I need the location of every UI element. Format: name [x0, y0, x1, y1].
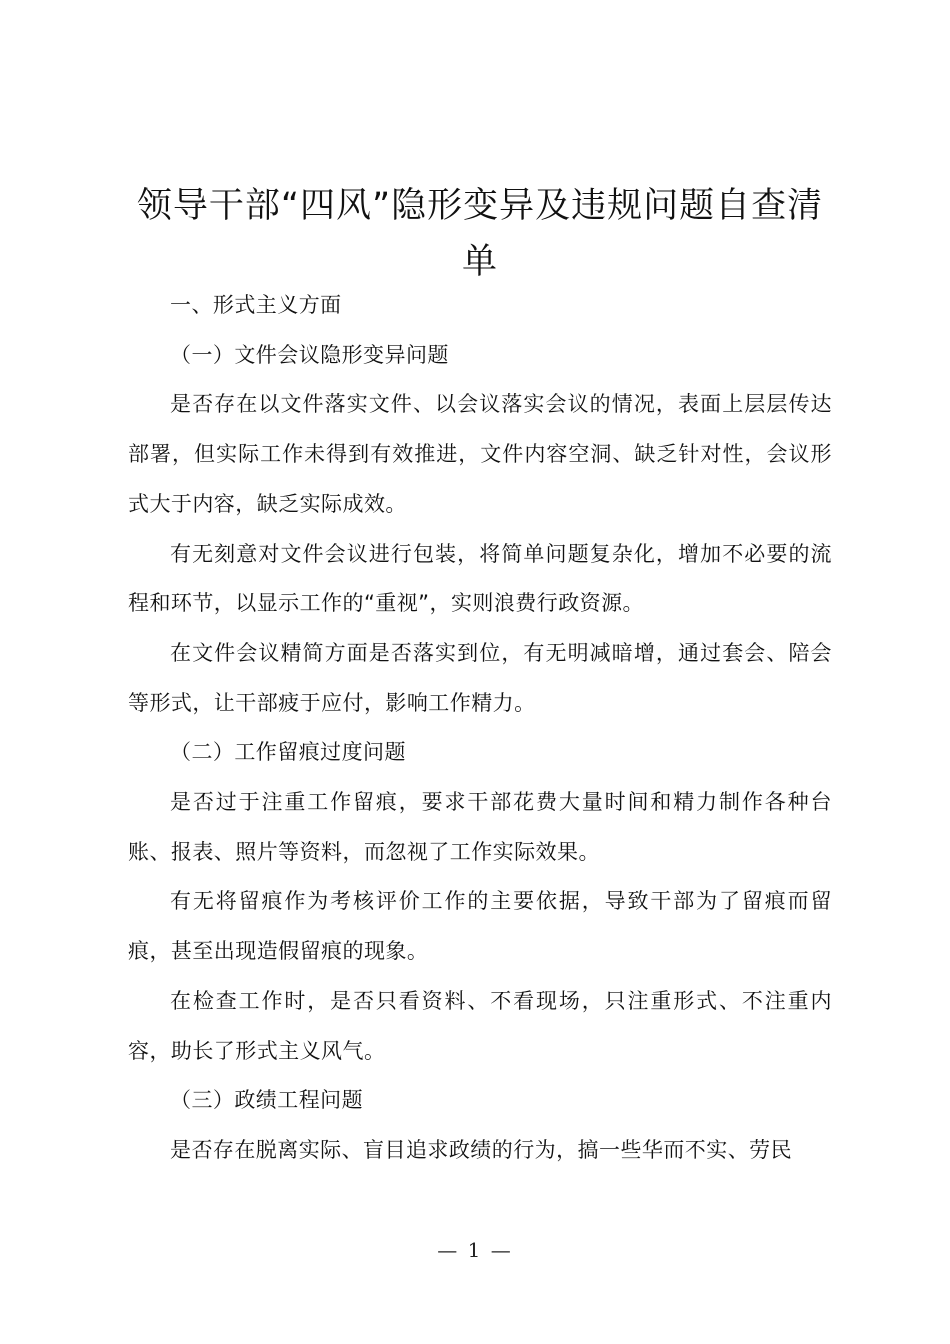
subsection-heading: （三）政绩工程问题 — [170, 1088, 364, 1113]
section-heading: 一、形式主义方面 — [170, 293, 342, 317]
body-paragraph: 在检查工作时，是否只看资料、不看现场，只注重形式、不注重内容，助长了形式主义风气。 — [128, 988, 832, 1063]
subsection-heading: （一）文件会议隐形变异问题 — [170, 342, 449, 367]
page-number: — 1 — — [437, 1238, 513, 1262]
body-paragraph: 在文件会议精简方面是否落实到位，有无明减暗增，通过套会、陪会等形式，让干部疲于应付，影响工作精力。 — [128, 640, 832, 715]
document-title: 领导干部“四风”隐形变异及违规问题自查清单 — [136, 186, 824, 282]
body-paragraph: 有无刻意对文件会议进行包装，将简单问题复杂化，增加不必要的流程和环节，以显示工作的“重视”，实则浪费行政资源。 — [128, 541, 832, 616]
body-paragraph: 有无将留痕作为考核评价工作的主要依据，导致干部为了留痕而留痕，甚至出现造假留痕的现象。 — [128, 889, 832, 964]
body-paragraph: 是否存在以文件落实文件、以会议落实会议的情况，表面上层层传达部署，但实际工作未得到有效推进，文件内容空洞、缺乏针对性，会议形式大于内容，缺乏实际成效。 — [128, 392, 832, 516]
body-paragraph: 是否过于注重工作留痕，要求干部花费大量时间和精力制作各种台账、报表、照片等资料，而忽视了工作实际效果。 — [128, 790, 832, 864]
body-paragraph: 是否存在脱离实际、盲目追求政绩的行为，搞一些华而不实、劳民 — [170, 1137, 793, 1162]
document-body — [128, 281, 832, 1176]
subsection-heading: （二）工作留痕过度问题 — [170, 740, 406, 765]
